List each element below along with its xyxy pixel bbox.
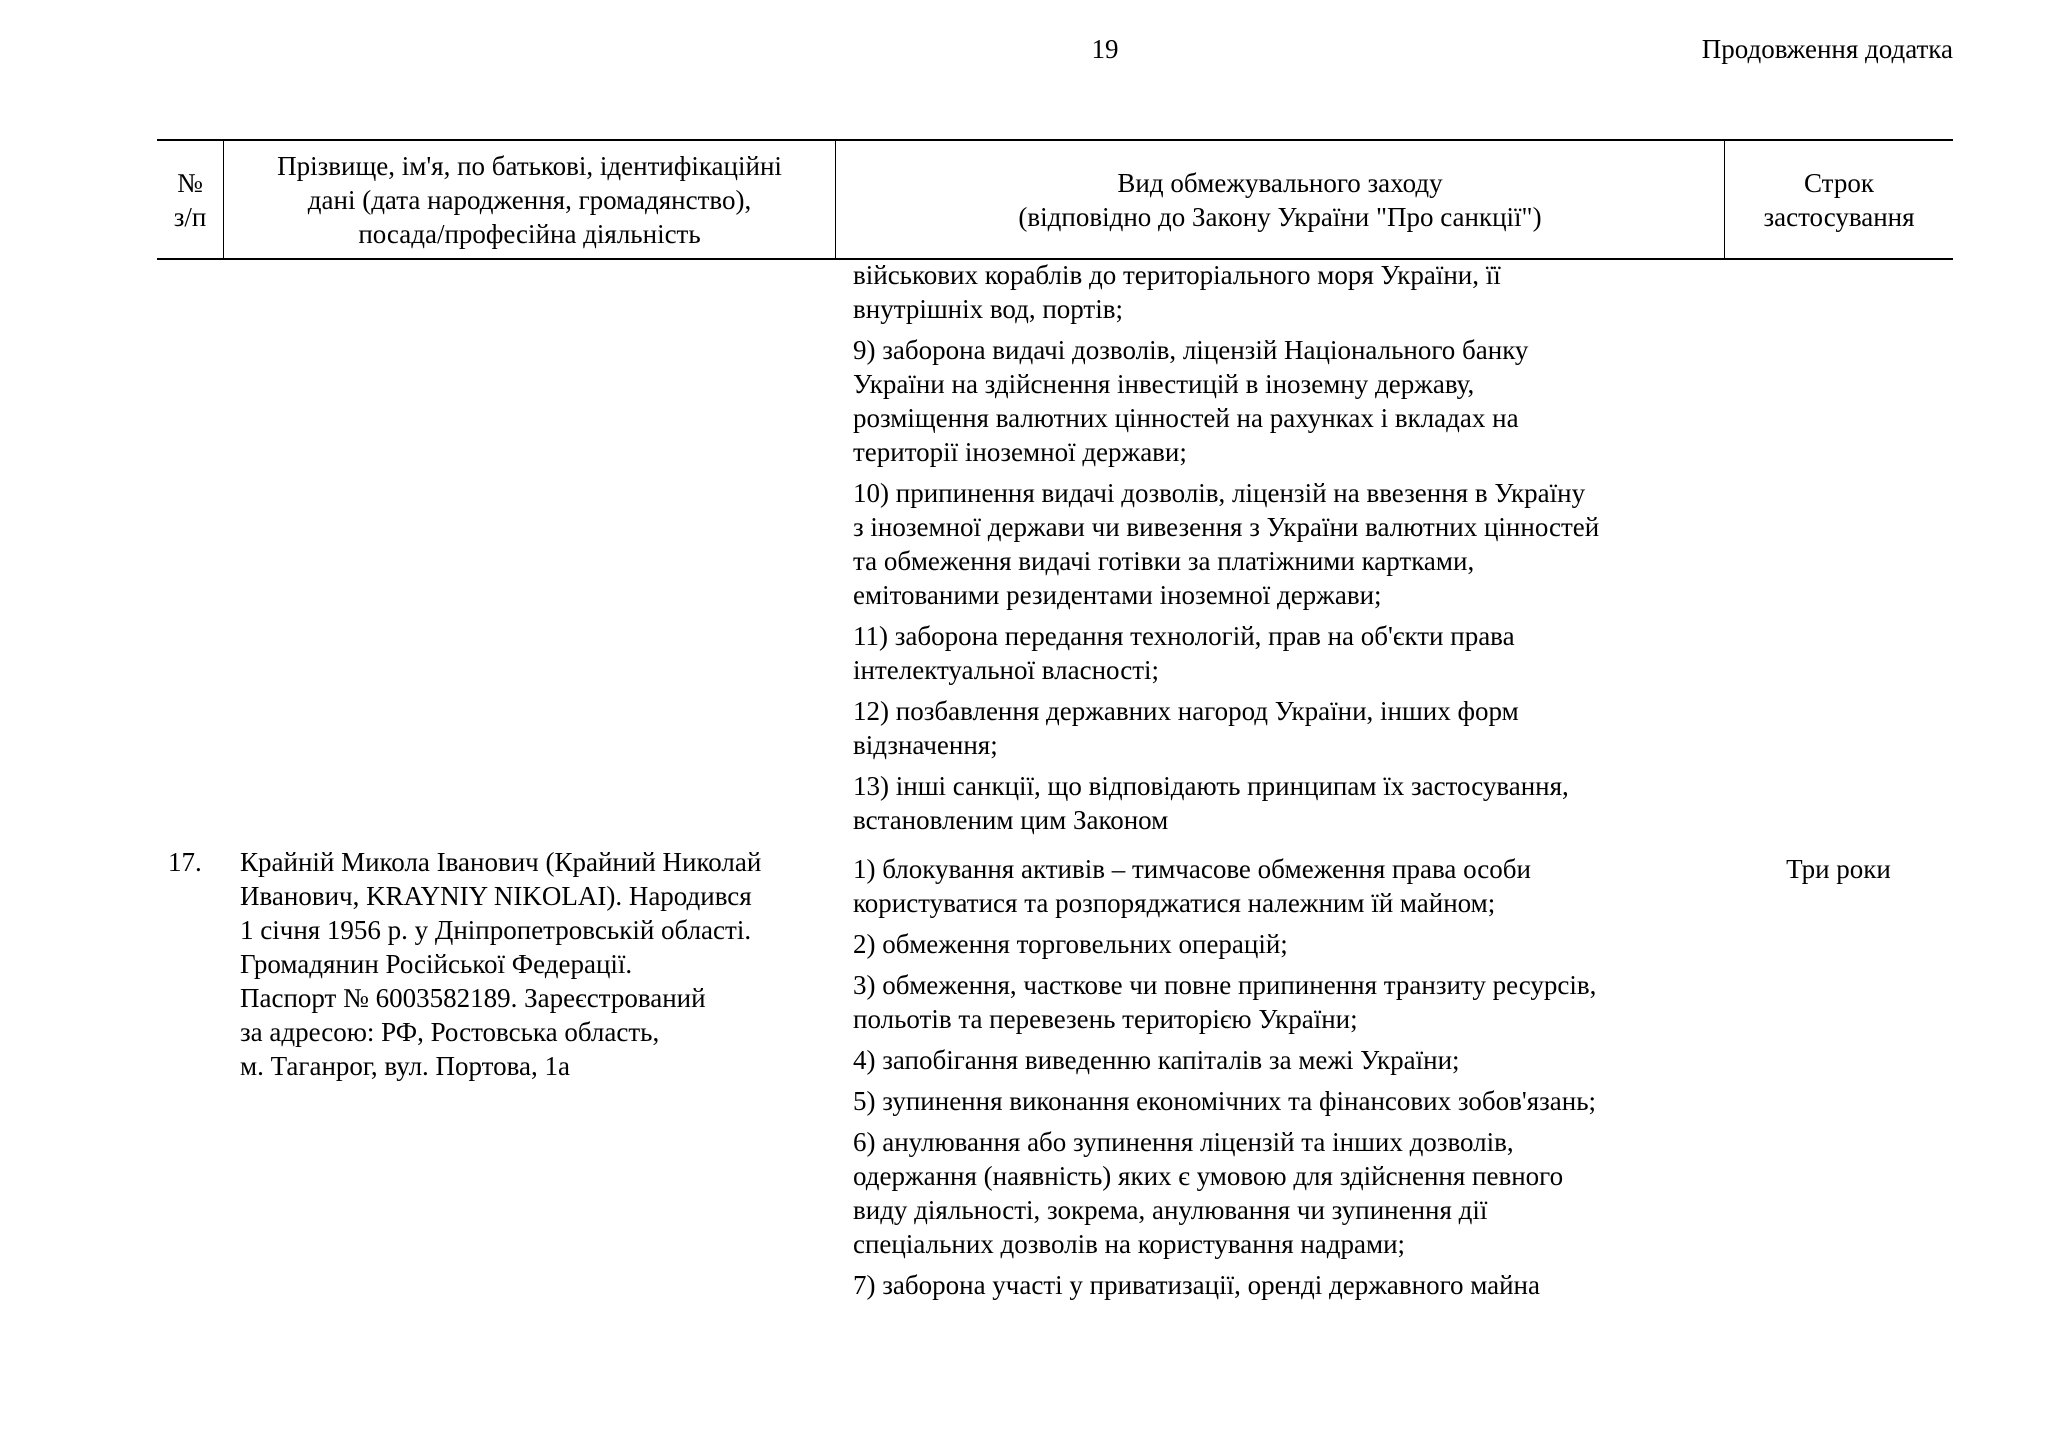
header-measure-label: Вид обмежувального заходу (відповідно до Закону України "Про санкції"): [1018, 167, 1542, 232]
measure-item: 7) заборона участі у приватизації, оренді державного майна: [853, 1270, 1540, 1300]
page-number: 19: [1091, 34, 1119, 64]
measure-item: 1) блокування активів – тимчасове обмеження права особи користуватися та розпоряджатися належним їй майном;: [853, 854, 1531, 918]
measure-item: 5) зупинення виконання економічних та фінансових зобов'язань;: [853, 1086, 1597, 1116]
measure-item: 11) заборона передання технологій, прав на об'єкти права інтелектуальної власності;: [853, 621, 1515, 685]
row-number: 17.: [168, 847, 202, 877]
measure-item: 4) запобігання виведенню капіталів за межі України;: [853, 1045, 1460, 1075]
measure-item: військових кораблів до територіального моря України, її внутрішніх вод, портів;: [853, 260, 1501, 324]
header-term-cell: [1724, 141, 1953, 258]
header-term-label: Строк застосування: [1763, 167, 1915, 232]
term-value: Три роки: [1786, 854, 1891, 884]
measure-item: 10) припинення видачі дозволів, ліцензій на ввезення в Україну з іноземної держави чи вивезення з України валютних цінностей та обмеження видачі готівки за платіжними картками, емітованими резидентами іноземної держави;: [853, 478, 1600, 610]
person-details: Крайній Микола Іванович (Крайний Николай Иванович, KRAYNIY NIKOLAI). Народився 1 січня 1956 р. у Дніпропетровській області. Громадянин Російської Федерації. Паспорт № 6003582189. Зареєстрований за адресою: РФ, Ростовська область, м. Таганрог, вул. Портова, 1а: [240, 847, 762, 1081]
measure-item: 12) позбавлення державних нагород України, інших форм відзначення;: [853, 696, 1519, 760]
measure-item: 6) анулювання або зупинення ліцензій та інших дозволів, одержання (наявність) яких є умовою для здійснення певного виду діяльності, зокрема, анулювання чи зупинення дії спеціальних дозволів на користування надрами;: [853, 1127, 1564, 1259]
measure-item: 3) обмеження, часткове чи повне припинення транзиту ресурсів, польотів та перевезень територією України;: [853, 970, 1597, 1034]
header-number-label: № з/п: [173, 167, 207, 232]
continued-measures-list: [853, 258, 1713, 844]
header-name-label: Прізвище, ім'я, по батькові, ідентифікаційні дані (дата народження, громадянство), посада/професійна діяльність: [277, 150, 782, 249]
row-measures-list: [853, 852, 1713, 1309]
measure-item: 13) інші санкції, що відповідають принципам їх застосування, встановленим цим Законом: [853, 771, 1569, 835]
continuation-label: Продовження додатка: [1701, 34, 1953, 64]
measure-item: 9) заборона видачі дозволів, ліцензій Національного банку України на здійснення інвестицій в іноземну державу, розміщення валютних цінностей на рахунках і вкладах на території іноземної держави;: [853, 335, 1529, 467]
measure-item: 2) обмеження торговельних операцій;: [853, 929, 1288, 959]
header-name-cell: [223, 141, 835, 258]
header-number-cell: [157, 141, 223, 258]
table-header: [157, 139, 1953, 260]
header-measure-cell: [835, 141, 1724, 258]
